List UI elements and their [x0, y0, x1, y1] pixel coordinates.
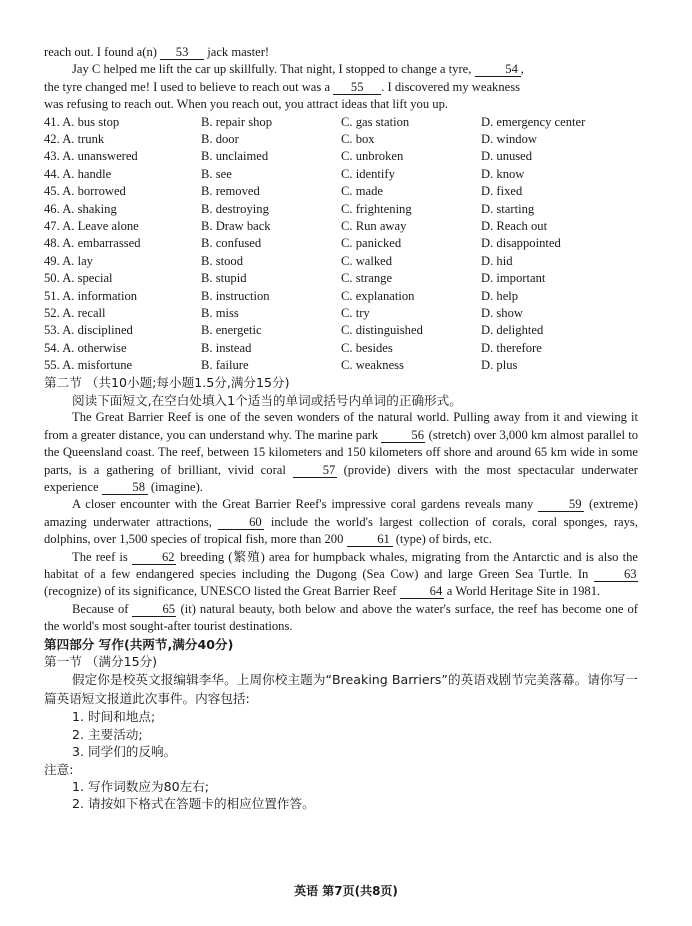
option-cell: D. disappointed — [481, 236, 561, 251]
note-label: 注意: — [44, 761, 74, 777]
cloze-line — [44, 44, 638, 61]
option-row — [44, 305, 638, 322]
option-cell: D. fixed — [481, 184, 523, 199]
option-cell: B. removed — [201, 184, 260, 199]
section2-heading: 第二节 （共10小题;每小题1.5分,满分15分) — [44, 375, 290, 391]
blank-56: 56 — [381, 428, 425, 443]
option-cell: D. unused — [481, 149, 533, 164]
option-cell: 48. A. embarrassed — [44, 236, 141, 251]
text: (it) natural beauty, both below and above the water's surface, the reef has become one of the world's most sought-after tourist destinations. — [44, 601, 638, 634]
blank-55: 55 — [333, 80, 381, 95]
part4-subheading: 第一节 （满分15分) — [44, 653, 158, 669]
option-cell: D. important — [481, 271, 546, 286]
text: (type) of birds, etc. — [392, 532, 492, 547]
option-row — [44, 270, 638, 287]
blank-53: 53 — [160, 45, 204, 60]
cloze-line: was refusing to reach out. When you reach out, you attract ideas that lift you up. — [44, 97, 449, 112]
text: . I discovered my weakness — [381, 79, 521, 94]
option-cell: 50. A. special — [44, 271, 113, 286]
text: A closer encounter with the Great Barrier Reef's impressive coral gardens reveals many — [72, 497, 539, 512]
blank-57: 57 — [293, 463, 337, 478]
writing-prompt: 假定你是校英文报编辑李华。上周你校主题为“Breaking Barriers”的英语戏剧节完美落幕。请你写一篇英语短文报道此次事件。内容包括: — [44, 672, 638, 707]
note-item: 2. 请按如下格式在答题卡的相应位置作答。 — [72, 796, 315, 812]
option-cell: B. door — [201, 132, 239, 147]
option-cell: B. instead — [201, 340, 252, 355]
text: , — [520, 62, 524, 77]
option-cell: C. identify — [341, 166, 395, 181]
option-row — [44, 218, 638, 235]
text: Because of — [72, 601, 133, 616]
option-row — [44, 114, 638, 131]
prompt-item: 1. 时间和地点; — [72, 709, 156, 725]
option-cell: C. strange — [341, 271, 393, 286]
option-cell: D. therefore — [481, 340, 542, 355]
blank-65: 65 — [132, 602, 176, 617]
option-cell: D. starting — [481, 201, 535, 216]
option-cell: B. see — [201, 166, 232, 181]
blank-63: 63 — [594, 567, 638, 582]
option-cell: B. repair shop — [201, 114, 272, 129]
option-row — [44, 357, 638, 374]
option-cell: C. unbroken — [341, 149, 404, 164]
paragraph-3 — [44, 549, 638, 601]
option-row — [44, 148, 638, 165]
note-item: 1. 写作词数应为80左右; — [72, 779, 210, 795]
text: The Great Barrier Reef is one of the seven wonders of the natural world. Pulling away from it and viewing it from a greater distance, you can understand why. The marine park — [44, 410, 638, 442]
option-cell: C. gas station — [341, 114, 410, 129]
paragraph-4 — [44, 601, 638, 636]
option-cell: 45. A. borrowed — [44, 184, 126, 199]
option-cell: 51. A. information — [44, 288, 138, 303]
text: (recognize) of its significance, UNESCO listed the Great Barrier Reef — [44, 584, 400, 599]
blank-62: 62 — [132, 550, 176, 565]
option-cell: C. frightening — [341, 201, 412, 216]
option-cell: D. emergency center — [481, 114, 586, 129]
text: (extreme) amazing underwater attractions, — [44, 497, 638, 529]
option-cell: B. miss — [201, 305, 239, 320]
option-cell: 46. A. shaking — [44, 201, 117, 216]
blank-59: 59 — [538, 497, 584, 512]
option-cell: C. made — [341, 184, 383, 199]
blank-61: 61 — [347, 532, 393, 547]
option-cell: B. instruction — [201, 288, 270, 303]
option-row — [44, 201, 638, 218]
option-cell: D. plus — [481, 358, 518, 373]
option-cell: C. Run away — [341, 218, 407, 233]
option-cell: B. destroying — [201, 201, 269, 216]
option-row — [44, 183, 638, 200]
cloze-line — [44, 79, 638, 96]
blank-64: 64 — [400, 584, 444, 599]
option-cell: C. explanation — [341, 288, 415, 303]
options-table — [44, 114, 638, 375]
option-cell: C. distinguished — [341, 323, 423, 338]
text: The reef is — [72, 549, 132, 564]
option-row — [44, 131, 638, 148]
text: include the world's largest collection of corals, coral sponges, rays, dolphins, over 1,500 species of tropical fish, more than 200 — [44, 514, 638, 547]
text: jack master! — [204, 45, 270, 59]
option-cell: D. know — [481, 166, 525, 181]
paragraph-1 — [44, 409, 638, 496]
blank-54: 54 — [475, 62, 521, 77]
option-cell: D. hid — [481, 253, 513, 268]
option-cell: 55. A. misfortune — [44, 358, 133, 373]
option-row — [44, 166, 638, 183]
blank-60: 60 — [218, 515, 264, 530]
option-cell: 44. A. handle — [44, 166, 112, 181]
option-cell: B. Draw back — [201, 218, 271, 233]
text: (imagine). — [147, 479, 203, 494]
option-cell: C. weakness — [341, 358, 404, 373]
text: the tyre changed me! I used to believe to reach out was a — [44, 79, 334, 94]
text: reach out. I found a(n) — [44, 45, 161, 59]
option-cell: 43. A. unanswered — [44, 149, 138, 164]
text: breeding (繁殖) area for humpback whales, migrating from the Antarctic and is also the habitat of a few endangered species including the Dugong (Sea Cow) and large Green Sea Turtle. In — [44, 549, 638, 581]
option-cell: B. stupid — [201, 271, 247, 286]
prompt-item: 3. 同学们的反响。 — [72, 744, 177, 760]
option-cell: 52. A. recall — [44, 305, 106, 320]
option-cell: C. besides — [341, 340, 393, 355]
paragraph-2 — [44, 496, 638, 548]
option-cell: 42. A. trunk — [44, 132, 105, 147]
text: (provide) divers with the most spectacular underwater experience — [44, 462, 638, 494]
part4-heading: 第四部分 写作(共两节,满分40分) — [44, 636, 234, 652]
option-cell: 47. A. Leave alone — [44, 218, 139, 233]
option-cell: 41. A. bus stop — [44, 114, 120, 129]
option-cell: 53. A. disciplined — [44, 323, 133, 338]
option-cell: D. show — [481, 305, 523, 320]
option-cell: B. failure — [201, 358, 249, 373]
option-row — [44, 322, 638, 339]
option-cell: D. Reach out — [481, 218, 548, 233]
option-cell: B. energetic — [201, 323, 262, 338]
blank-58: 58 — [102, 480, 148, 495]
option-cell: B. confused — [201, 236, 262, 251]
option-cell: C. box — [341, 132, 375, 147]
text: (stretch) over 3,000 km almost parallel to the Queensland coast. The reef, between 15 kilometers and 150 kilometers off shore and around 65 km wide in some parts, is a gathering of brilliant, vivid coral — [44, 427, 639, 477]
option-cell: 54. A. otherwise — [44, 340, 127, 355]
option-row — [44, 340, 638, 357]
prompt-item: 2. 主要活动; — [72, 726, 143, 742]
option-cell: D. delighted — [481, 323, 544, 338]
cloze-line — [44, 61, 638, 78]
option-cell: D. help — [481, 288, 519, 303]
option-row — [44, 253, 638, 270]
option-cell: B. stood — [201, 253, 243, 268]
section2-instruction: 阅读下面短文,在空白处填入1个适当的单词或括号内单词的正确形式。 — [72, 392, 462, 408]
option-cell: 49. A. lay — [44, 253, 93, 268]
option-cell: D. window — [481, 132, 537, 147]
cloze-passage-end — [44, 44, 638, 114]
option-row — [44, 288, 638, 305]
grammar-passage — [44, 409, 638, 635]
option-row — [44, 235, 638, 252]
option-cell: B. unclaimed — [201, 149, 269, 164]
text: a World Heritage Site in 1981. — [443, 584, 601, 599]
option-cell: C. try — [341, 305, 370, 320]
text: Jay C helped me lift the car up skillfully. That night, I stopped to change a tyre, — [72, 62, 475, 77]
page-footer: 英语 第7页(共8页) — [294, 884, 398, 898]
option-cell: C. walked — [341, 253, 393, 268]
exam-page — [44, 44, 638, 813]
option-cell: C. panicked — [341, 236, 402, 251]
